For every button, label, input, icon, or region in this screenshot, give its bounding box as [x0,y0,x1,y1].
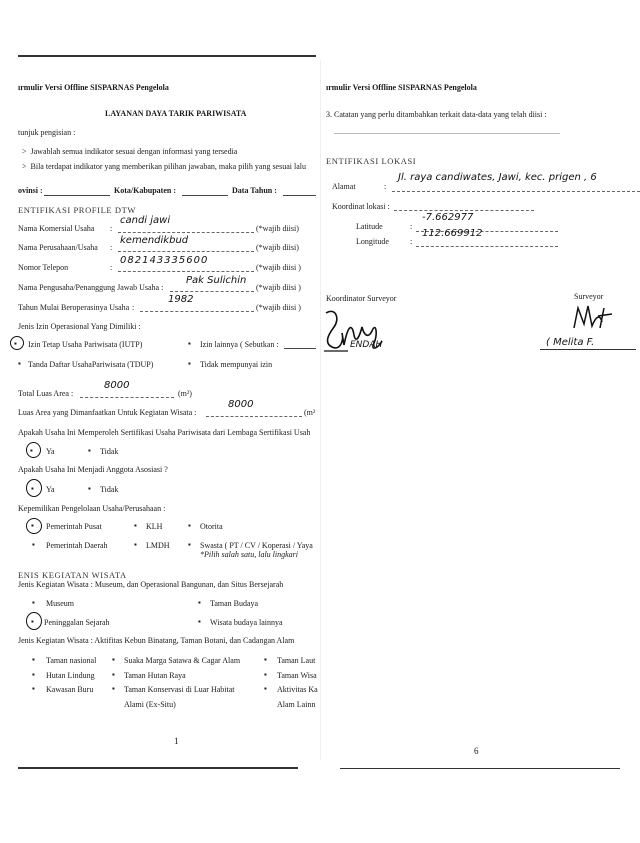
latitude-value[interactable]: -7.662977 [422,212,474,223]
field-value-penanggung-jawab[interactable]: Pak Sulichin [186,275,247,286]
jenis1-taman-budaya[interactable]: Taman Budaya [210,599,259,608]
top-rule [18,55,316,57]
jenis2-aktivitas[interactable]: Aktivitas Ka [277,685,318,694]
asosiasi-ya[interactable]: Ya [46,485,55,494]
jenis1-wisata-lainnya[interactable]: Wisata budaya lainnya [210,618,283,627]
field-label-nama-komersial: Nama Komersial Usaha [18,224,95,233]
tahun-line [283,195,316,196]
left-header: ırmulir Versi Offline SISPARNAS Pengelola [18,83,169,92]
kepemilikan-lmdh[interactable]: LMDH [146,541,170,550]
luas-wisata-unit: (m² [304,408,316,417]
jenis1-peninggalan[interactable]: Peninggalan Sejarah [44,618,110,627]
selection-circle [26,479,42,497]
catatan-line [334,133,560,134]
selection-circle [10,336,24,350]
form-title: LAYANAN DAYA TARIK PARIWISATA [105,109,247,118]
izin-option-tdup[interactable]: Tanda Daftar UsahaPariwisata (TDUP) [28,360,154,369]
asosiasi-tidak[interactable]: Tidak [100,485,119,494]
jenis2-ex-situ: Alami (Ex-Situ) [124,700,176,709]
provinsi-label: ovinsi : [18,186,43,195]
jenis2-taman-nasional[interactable]: Taman nasional [46,656,97,665]
sertifikasi-tidak[interactable]: Tidak [100,447,119,456]
surveyor-label: Surveyor [574,292,604,301]
alamat-label: Alamat [332,182,356,191]
jenis2-kawasan-buru[interactable]: Kawasan Buru [46,685,94,694]
kepemilikan-pusat[interactable]: Pemerintah Pusat [46,522,102,531]
page-number-right: 6 [474,746,479,756]
instructions-label: tunjuk pengisian : [18,128,76,137]
selection-circle [26,518,42,534]
bottom-rule-right [340,768,620,769]
catatan-label: 3. Catatan yang perlu ditambahkan terkait data-data yang telah diisi : [326,110,547,119]
field-label-penanggung-jawab: Nama Pengusaha/Penanggung Jawab Usaha : [18,283,164,292]
total-luas-value[interactable]: 8000 [104,380,130,391]
izin-option-lainnya[interactable]: Izin lainnya ( Sebutkan : [200,340,279,349]
field-label-telepon: Nomor Telepon [18,263,69,272]
page-number-left: 1 [174,736,179,746]
koordinat-label: Koordinat lokasi : [332,202,390,211]
field-value-nama-perusahaan[interactable]: kemendikbud [120,235,189,246]
sertifikasi-ya[interactable]: Ya [46,447,55,456]
selection-circle [26,442,41,458]
jenis2-taman-laut[interactable]: Taman Laut [277,656,316,665]
jenis2-hutan-lindung[interactable]: Hutan Lindung [46,671,95,680]
jenis2-taman-konservasi[interactable]: Taman Konservasi di Luar Habitat [124,685,235,694]
kepemilikan-klh[interactable]: KLH [146,522,163,531]
profile-section-title: ENTIFIKASI PROFILE DTW [18,205,137,215]
field-note: (*wajib diisi ) [256,283,301,292]
surveyor-name: ( Melita F. [546,337,595,348]
jenis2-tahura[interactable]: Taman Hutan Raya [124,671,186,680]
luas-wisata-value[interactable]: 8000 [228,399,254,410]
longitude-label: Longitude [356,237,389,246]
koordinator-name: ENDAH [350,340,383,350]
field-note: (*wajib diisi) [256,243,299,252]
field-value-telepon[interactable]: 082143335600 [120,255,209,266]
latitude-label: Latitude [356,222,383,231]
izin-option-tidak[interactable]: Tidak mempunyai izin [200,360,273,369]
total-luas-label: Total Luas Area : [18,389,74,398]
provinsi-line [44,195,110,196]
kepemilikan-question: Kepemilikan Pengelolaan Usaha/Perusahaan : [18,504,166,513]
field-note: (*wajib diisi ) [256,263,301,272]
jenis-section-title: ENIS KEGIATAN WISATA [18,570,127,580]
luas-wisata-label: Luas Area yang Dimanfaatkan Untuk Kegiatan Wisata : [18,408,197,417]
field-value-nama-komersial[interactable]: candi jawi [120,215,171,226]
field-note: (*wajib diisi ) [256,303,301,312]
instruction-item: > Jawablah semua indikator sesuai dengan informasi yang tersedia [22,147,238,156]
longitude-value[interactable]: 112.669912 [422,228,483,239]
jenis2-alam-lainnya: Alam Lainn [277,700,316,709]
kota-label: Kota/Kabupaten : [114,186,177,195]
field-note: (*wajib diisi) [256,224,299,233]
asosiasi-question: Apakah Usaha Ini Menjadi Anggota Asosiasi ? [18,465,168,474]
kepemilikan-otorita[interactable]: Otorita [200,522,223,531]
koordinator-label: Koordinator Surveyor [326,294,397,303]
lokasi-section-title: ENTIFIKASI LOKASI [326,156,417,166]
izin-question: Jenis Izin Operasional Yang Dimiliki : [18,322,141,331]
field-label-nama-perusahaan: Nama Perusahaan/Usaha [18,243,98,252]
jenis1-label: Jenis Kegiatan Wisata : Museum, dan Operasional Bangunan, dan Situs Bersejarah [18,580,284,589]
kepemilikan-daerah[interactable]: Pemerintah Daerah [46,541,108,550]
tahun-label: Data Tahun : [232,186,277,195]
jenis1-museum[interactable]: Museum [46,599,74,608]
total-luas-unit: (m²) [178,389,192,398]
jenis2-taman-wisata[interactable]: Taman Wisa [277,671,317,680]
jenis2-suaka[interactable]: Suaka Marga Satawa & Cagar Alam [124,656,241,665]
field-label-tahun-mulai: Tahun Mulai Beroperasinya Usaha [18,303,130,312]
pilih-note: *Pilih salah satu, lalu lingkari [200,550,299,559]
bottom-rule-left [18,767,298,769]
surveyor-signature [570,302,614,334]
sertifikasi-question: Apakah Usaha Ini Memperoleh Sertifikasi Usaha Pariwisata dari Lembaga Sertifikasi Usah [18,428,311,437]
izin-option-iutp[interactable]: Izin Tetap Usaha Pariwisata (IUTP) [28,340,143,349]
page-divider [320,60,321,760]
selection-circle [26,612,42,630]
alamat-value[interactable]: Jl. raya candiwates, Jawi, kec. prigen , 6 [398,172,597,183]
right-header: ırmulir Versi Offline SISPARNAS Pengelola [326,83,477,92]
kota-line [182,195,228,196]
instruction-item: > Bila terdapat indikator yang memberikan pilihan jawaban, maka pilih yang sesuai lalu [22,162,306,171]
kepemilikan-swasta[interactable]: Swasta ( PT / CV / Koperasi / Yaya [200,541,313,550]
jenis2-label: Jenis Kegiatan Wisata : Aktifitas Kebun Binatang, Taman Botani, dan Cadangan Alam [18,636,295,645]
field-value-tahun-mulai[interactable]: 1982 [168,294,194,305]
